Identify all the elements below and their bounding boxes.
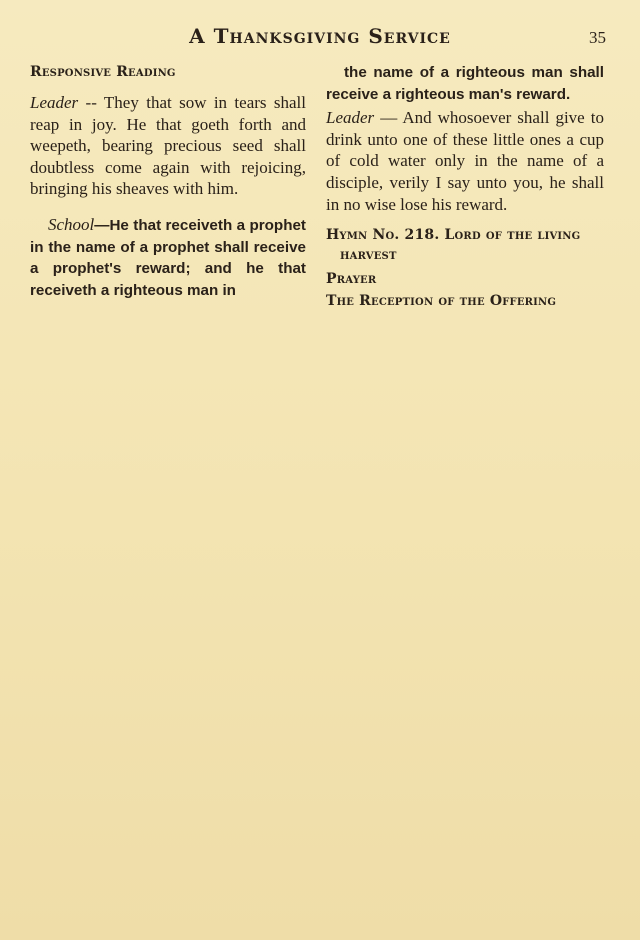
prayer-heading: Prayer	[326, 271, 377, 288]
left-column	[30, 62, 306, 301]
offering-heading: The Reception of the Offering	[326, 293, 557, 310]
hymn-line: Hymn No. 218. Lord of the living	[326, 227, 581, 244]
page-title: A Thanksgiving Service	[189, 24, 451, 48]
speaker-leader: Leader	[30, 93, 79, 112]
school-paragraph	[30, 214, 306, 301]
speaker-school: School	[48, 214, 95, 234]
section-heading: Responsive Reading	[30, 64, 176, 80]
hymn-line-continuation: harvest	[340, 247, 397, 264]
leader-paragraph-2	[326, 107, 604, 215]
leader-dash-2: —	[374, 108, 403, 128]
leader-text-2: And whosoever shall give to drink unto one of these little ones a cup of cold water only in the name of a disciple, verily I say unto you, he shall in no wise lose his reward.	[326, 108, 604, 214]
school-text: He that receiveth a prophet in the name of a prophet shall receive a prophet's reward; and he that receiveth a righteous man in	[30, 216, 306, 299]
school-dash: —	[94, 216, 110, 234]
leader-paragraph	[30, 92, 306, 200]
speaker-leader-2: Leader	[326, 108, 375, 128]
leader-text: They that sow in tears shall reap in joy. He that goeth forth and weepeth, bearing precious seed shall doubtless come again with rejoicing, bringing his sheaves with him.	[30, 93, 306, 199]
right-column	[326, 62, 604, 311]
page-number: 35	[589, 28, 606, 47]
school-continuation: the name of a righteous man shall receive a righteous man's reward.	[326, 64, 604, 103]
leader-dash: --	[78, 93, 104, 112]
